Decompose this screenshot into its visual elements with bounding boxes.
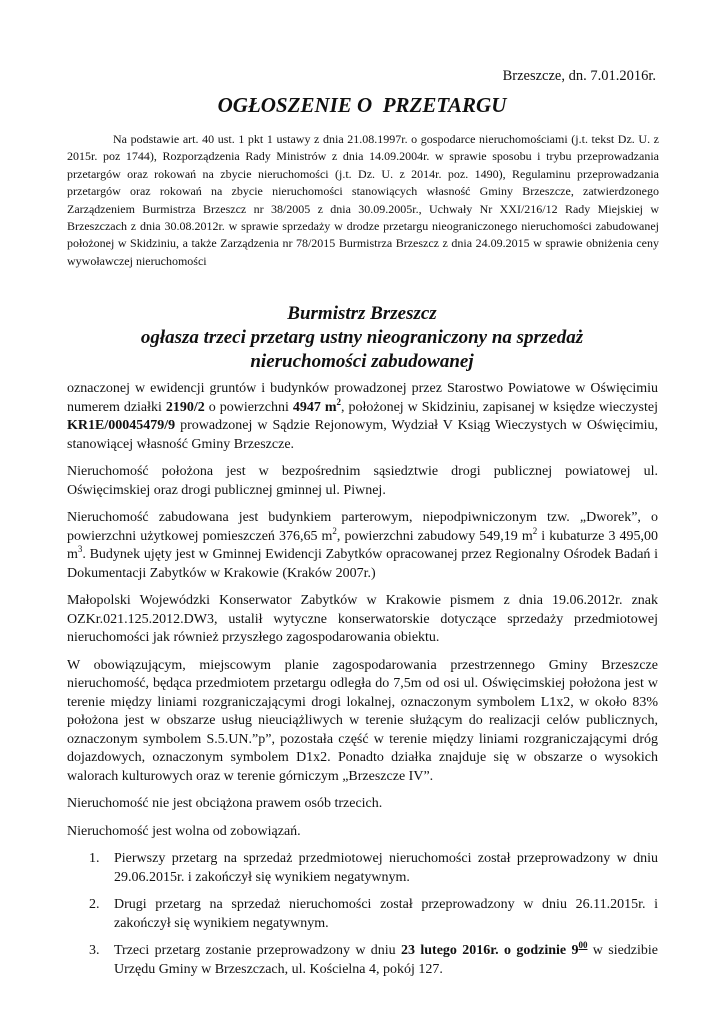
superscript: 2	[532, 525, 538, 536]
parcel-number: 2190/2	[165, 399, 205, 415]
list-number: 1.	[89, 851, 100, 866]
superscript: 00	[578, 940, 588, 950]
text-span: prowadzonej w Sądzie Rejonowym, Wydział V Ksiąg Wieczystych w Oświęcimiu, stanowiącej własność Gminy Brzeszcze.	[67, 418, 658, 452]
property-description-paragraph	[67, 380, 658, 454]
list-number: 2.	[89, 897, 100, 912]
text-span: 4947 m	[292, 399, 337, 415]
announcement-body	[67, 380, 658, 988]
text-span: . Budynek ujęty jest w Gminnej Ewidencji Zabytków opracowanej przez Regionalny Ośrodek Badań i Dokumentacji Zabytków w Krakowie (Kraków 2007r.)	[67, 547, 658, 581]
encumbrance-paragraph: Nieruchomość nie jest obciążona prawem osób trzecich.	[67, 796, 383, 811]
list-item-text: Drugi przetarg na sprzedaż nieruchomości został przeprowadzony w dniu 26.11.2015r. i zakończył się wynikiem negatywnym.	[114, 897, 658, 931]
heading-line-authority: Burmistrz Brzeszcz	[287, 303, 437, 324]
tender-date	[401, 940, 588, 958]
obligations-paragraph: Nieruchomość jest wolna od zobowiązań.	[67, 823, 301, 839]
text-span: i kubaturze 3 495,00 m	[67, 528, 658, 562]
list-item	[67, 942, 658, 979]
superscript: 2	[336, 396, 342, 407]
parcel-area	[292, 396, 342, 415]
list-item-text: Trzeci przetarg zostanie przeprowadzony w dniu	[114, 943, 402, 958]
list-item-text: Pierwszy przetarg na sprzedaż przedmiotowej nieruchomości został przeprowadzony w dniu 29.06.2015r. i zakończył się wynikiem negatywnym.	[114, 851, 658, 885]
text-span: 23 lutego 2016r. o godzinie 9	[401, 943, 579, 958]
text-span: oznaczonej w ewidencji gruntów i budynków prowadzonej przez Starostwo Powiatowe w Oświęcimiu numerem działki	[67, 381, 658, 415]
page-title: OGŁOSZENIE O PRZETARGU	[217, 93, 507, 117]
superscript: 3	[77, 544, 83, 554]
place-date: Brzeszcze, dn. 7.01.2016r.	[502, 68, 656, 84]
text-span: , położonej w Skidziniu, zapisanej w księdze wieczystej	[341, 399, 658, 415]
tender-history-list	[67, 850, 658, 979]
zoning-plan-paragraph: W obowiązującym, miejscowym planie zagospodarowania przestrzennego Gminy Brzeszcze nieruchomość, będąca przedmiotem przetargu odległa do 7,5m od osi ul. Oświęcimskiej położona jest w terenie między liniami rozgraniczającymi drogi lokalnej, oznaczonym symbolem L1x2, w około 83% położona jest w obszarze usług nieuciążliwych w terenie służącym do realizacji celów publicznych, oznaczonym symbolem S.5.UN.”p”, pozostała część w terenie między liniami rozgraniczającymi dróg dojazdowych, oznaczonym symbolem D1x2. Ponadto działka znajduje się w obszarze o wysokich walorach kulturowych oraz w terenie górniczym „Brzeszcze IV”.	[67, 657, 658, 784]
list-number: 3.	[89, 943, 100, 958]
text-span: o powierzchni	[204, 399, 293, 415]
text-span: Nieruchomość zabudowana jest budynkiem parterowym, niepodpiwniczonym tzw. „Dworek”, o powierzchni użytkowej pomieszczeń 376,65 m	[67, 510, 658, 544]
text-span: , powierzchni zabudowy 549,19 m	[336, 528, 533, 544]
superscript: 2	[332, 525, 337, 536]
location-paragraph: Nieruchomość położona jest w bezpośrednim sąsiedztwie drogi publicznej powiatowej ul. Oświęcimskiej oraz drogi publicznej gminnej ul. Piwnej.	[67, 464, 658, 498]
list-item	[67, 896, 658, 933]
land-register-number: KR1E/00045479/9	[67, 418, 176, 433]
heading-line-tender: ogłasza trzeci przetarg ustny nieograniczony na sprzedaż	[140, 327, 584, 348]
list-item-text: w siedzibie Urzędu Gminy w Brzeszczach, ul. Kościelna 4, pokój 127.	[114, 943, 659, 977]
conservator-paragraph: Małopolski Wojewódzki Konserwator Zabytków w Krakowie pismem z dnia 19.06.2012r. znak OZKr.021.125.2012.DW3, ustalił wytyczne konserwatorskie dotyczące sprzedaży przedmiotowej nieruchomości jak również przyszłego zagospodarowania obiektu.	[67, 593, 658, 645]
legal-basis-paragraph: Na podstawie art. 40 ust. 1 pkt 1 ustawy z dnia 21.08.1997r. o gospodarce nieruchomościami (j.t. tekst Dz. U. z 2015r. poz 1744), Rozporządzenia Rady Ministrów z dnia 14.09.2004r. w sprawie sposobu i trybu przeprowadzania przetargów oraz rokowań na zbycie nieruchomości (j.t. Dz. U. z 2014r. poz. 1490), Regulaminu przeprowadzania przetargów oraz rokowań na zbycie nieruchomości stanowiących własność Gminy Brzeszcze, zatwierdzonego Zarządzeniem Burmistrza Brzeszcz nr 38/2005 z dnia 30.09.2005r., Uchwały Nr XXI/216/12 Rady Miejskiej w Brzeszczach z dnia 30.08.2012r. w sprawie sprzedaży w drodze przetargu nieograniczonego nieruchomości zabudowanej położonej w Skidziniu, a także Zarządzenia nr 78/2015 Burmistrza Brzeszcz z dnia 24.09.2015 w sprawie obniżenia ceny wywoławczej nieruchomości	[67, 132, 659, 268]
announcement-heading	[0, 302, 724, 374]
building-paragraph	[67, 509, 658, 583]
list-item	[67, 850, 658, 887]
heading-line-property: nieruchomości zabudowanej	[250, 351, 474, 372]
